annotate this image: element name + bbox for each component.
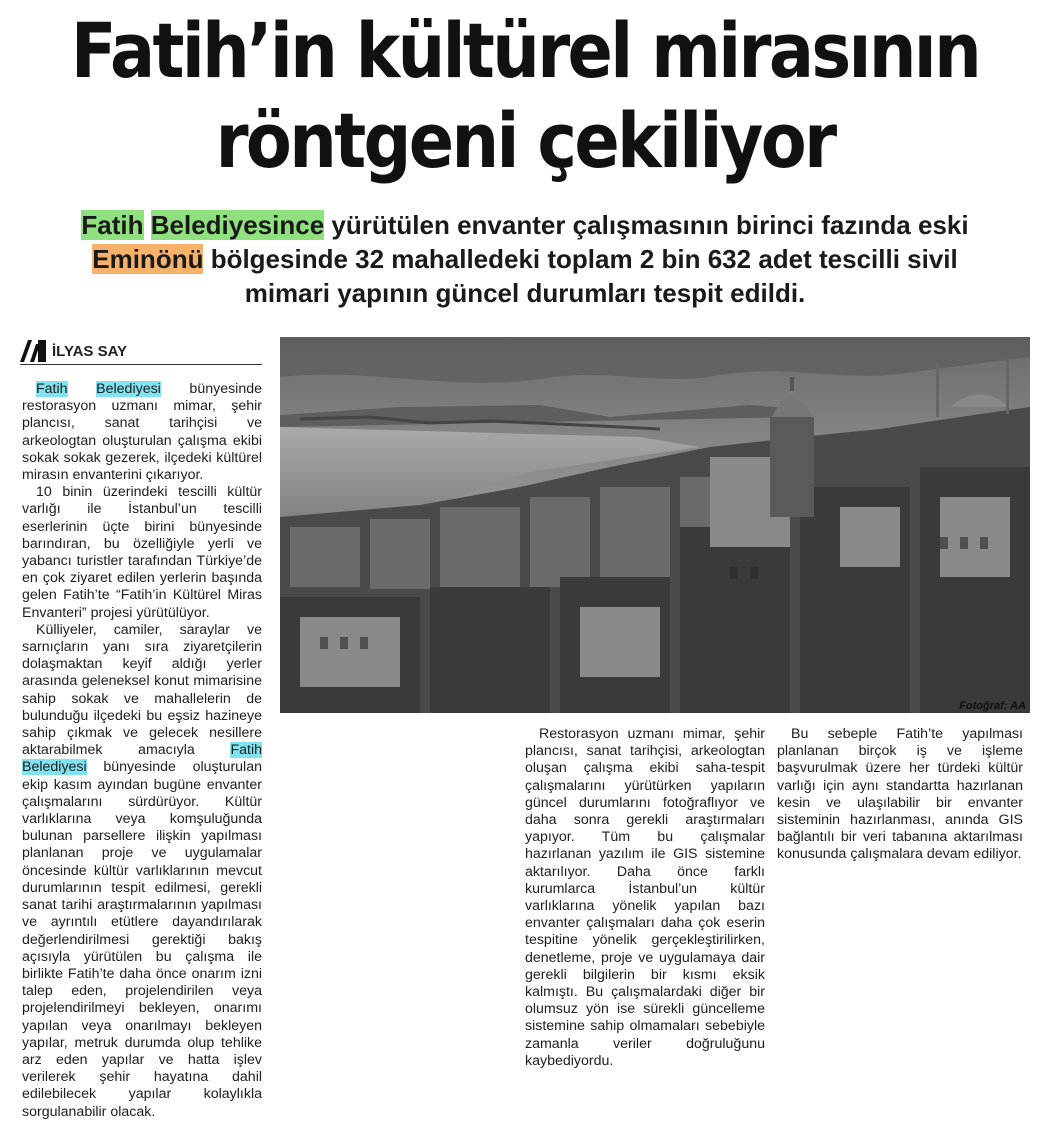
- highlight-fatih-1: Fatih: [36, 381, 68, 397]
- article-column-4: [777, 726, 1023, 864]
- paragraph-2: 10 binin üzerindeki tescilli kültür varlığı ile İstanbul’un tescilli eserlerinin üçte birini bünyesinde barındıran, bu özelliğiyle yerli ve yabancı turistler tarafından Türkiye’de en çok ziyaret edilen yerlerin başında gelen Fatih’te “Fatih’in Kültürel Miras Envanteri” projesi yürütülüyor.: [22, 484, 262, 621]
- paragraph-3: [22, 622, 262, 1121]
- highlight-belediyesi-1: Belediyesi: [96, 381, 161, 397]
- paragraph-5: Bu sebeple Fatih’te yapılması planlanan birçok iş ve işleme başvurulmak üzere her türdeki kültür varlığı için aynı standartta hazırlanan kesin ve ulaşılabilir bir envanter sisteminin hazırlanması, anında GIS bağlantılı bir veri tabanına aktarılması konusunda çalışmalara devam ediliyor.: [777, 726, 1023, 863]
- paragraph-4: Restorasyon uzmanı mimar, şehir plancısı, sanat tarihçisi, arkeologtan oluşan çalışma ekibi saha-tespit çalışmalarını yürütürken yapıların güncel durumlarını fotoğraflıyor ve daha sonra gerekli araştırmaları yapıyor. Tüm bu çalışmalar hazırlanan yazılım ile GIS sistemine aktarılıyor. Daha önce farklı kurumlarca İstanbul’un kültür varlıklarına yönelik yapılan bazı envanter çalışmaları daha çok eserin tespitine yönelik gerçekleştirilirken, denetleme, proje ve uygulamaya dair gerekli bilgilerin bir kısmı eksik kalmıştı. Bu çalışmalardaki diğer bir olumsuz yön ise sürekli güncelleme sistemine sahip olmamaları sebebiyle zamanla veriler doğruluğunu kaybediyordu.: [525, 726, 765, 1069]
- subhead-text-3: mimari yapının güncel durumları tespit edildi.: [244, 278, 806, 308]
- city-photo: [280, 337, 1030, 713]
- headline-line-1: Fatih’in kültürel mirasının: [70, 6, 980, 95]
- subhead-text-2: bölgesinde 32 mahalledeki toplam 2 bin 632 adet tescilli sivil: [203, 244, 958, 274]
- subhead-text-1: yürütülen envanter çalışmasının birinci fazında eski: [324, 210, 969, 240]
- subheadline: [20, 208, 1030, 310]
- paragraph-1-text: bünyesinde restorasyon uzmanı mimar, şehir plancısı, sanat tarihçisi ve arkeologtan oluşturulan çalışma ekibi sokak sokak gezerek, ilçedeki kültürel mirasın envanterini çıkarıyor.: [22, 381, 262, 484]
- highlight-fatih: Fatih: [81, 210, 144, 240]
- newspaper-logo-icon: [20, 340, 46, 362]
- author-name: İLYAS SAY: [52, 342, 128, 360]
- paragraph-1: [22, 381, 262, 484]
- paragraph-3-text-b: bünyesinde oluşturulan ekip kasım ayından bugüne envanter çalışmalarını sürdürüyor. Kültür varlıklarına veya komşuluğunda bulunan parsellere ilişkin yapılması planlanan proje ve uygulamalar öncesinde kültür varlıklarının mevcut durumlarının tespit edilmesi, gerekli sanat tarihi araştırmalarının yapılması ve ayrıntılı etütlere dayandırılarak değerlendirilmesi gerektiği bakış açısıyla yürütülen bu çalışma ile birlikte Fatih’te daha önce onarım izni talep eden, projelendirilen veya projelendirilmeyi bekleyen, onarımı yapılan veya onarılmayı bekleyen yapılar, metruk durumda olup tehlike arz eden yapılar ve hatta işlev verilerek şehir hayatına dahil edilebilecek yapılar kolaylıkla sorgulanabilir olacak.: [22, 759, 262, 1120]
- highlight-eminonu: Eminönü: [92, 244, 204, 274]
- highlight-fatih-2: Fatih: [230, 742, 262, 759]
- article-column-1: [22, 381, 262, 1121]
- photo-credit: Fotoğraf: AA: [959, 700, 1026, 712]
- article-column-3: [525, 726, 765, 1070]
- byline: [20, 338, 262, 365]
- paragraph-3-text-a: Külliyeler, camiler, saraylar ve sarnıçların yanı sıra ziyaretçilerin dolaşmaktan keyif aldığı yerler arasında geleneksel konut mimarisine sahip sokak ve mahallelerin de bulunduğu ilçedeki bu eşsiz hazineye sahip çıkmak ve gelecek nesillere aktarabilmek amacıyla: [22, 621, 262, 759]
- highlight-belediyesince: Belediyesince: [150, 210, 325, 240]
- highlight-belediyesi-2: Belediyesi: [22, 759, 87, 776]
- headline: [63, 6, 987, 186]
- headline-line-2: röntgeni çekiliyor: [215, 96, 835, 185]
